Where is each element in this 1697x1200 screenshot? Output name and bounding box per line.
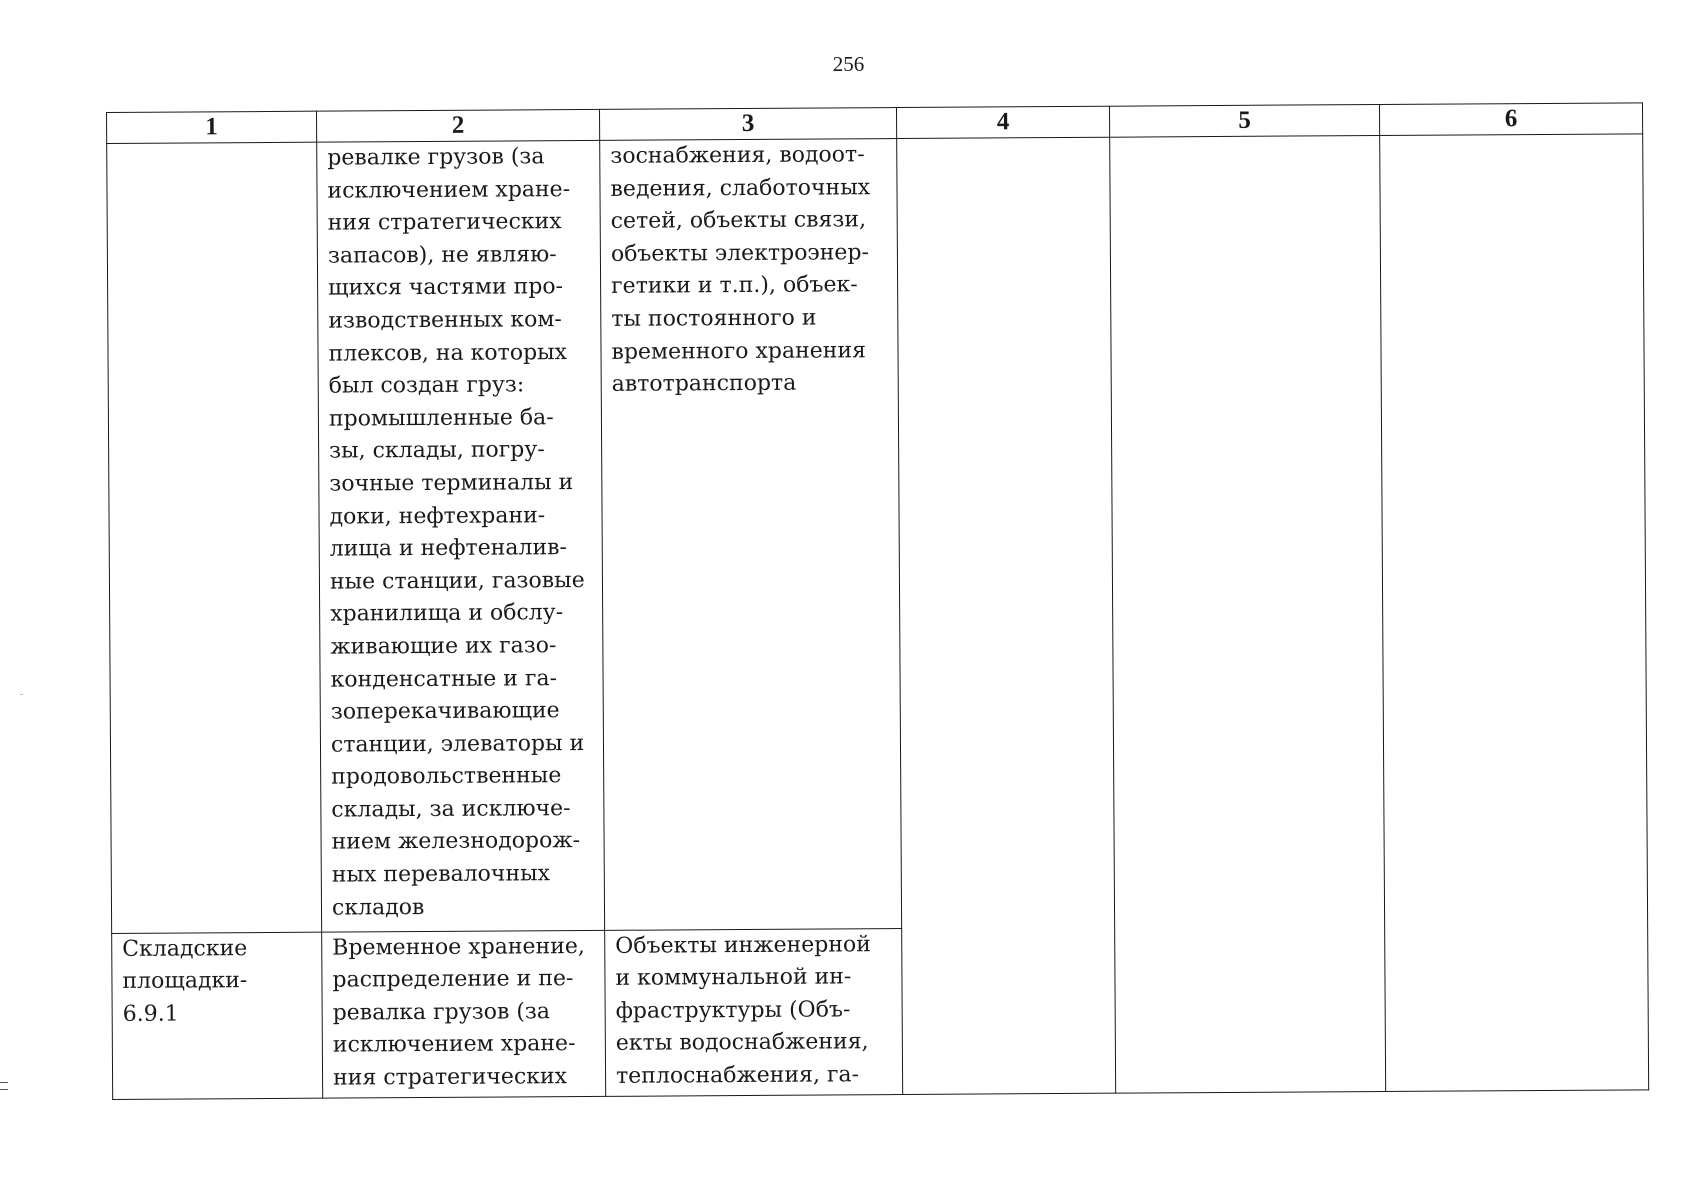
cell-line: промышленные ба- xyxy=(328,404,554,432)
cell-line: Временное хранение, xyxy=(332,933,585,961)
cell-line: доки, нефтехрани- xyxy=(329,502,546,530)
cell-line: площадки- xyxy=(122,968,248,995)
cell-line: ных перевалочных xyxy=(331,861,551,888)
cell-line: зочные терминалы и xyxy=(329,470,574,497)
cell-line: ревалка грузов (за xyxy=(332,999,551,1026)
cell-line: продовольственные xyxy=(331,763,562,790)
cell-line: лища и нефтеналив- xyxy=(329,535,568,562)
cell-line: ревалке грузов (за xyxy=(327,144,545,171)
scan-margin-dot xyxy=(20,694,23,695)
page-number: 256 xyxy=(832,52,865,76)
row-1-col-5 xyxy=(1110,135,1386,1093)
cell-line: плексов, на которых xyxy=(328,339,568,367)
row-1-col-1 xyxy=(107,142,322,933)
cell-line: зоперекачивающие xyxy=(330,698,560,725)
cell-line: фраструктуры (Объ- xyxy=(615,997,851,1024)
cell-line: объекты электроэнер- xyxy=(610,239,870,267)
cell-line: щихся частями про- xyxy=(328,274,564,301)
row-2-col-2 xyxy=(322,930,606,1098)
cell-line: изводственных ком- xyxy=(328,307,562,334)
zoning-table xyxy=(106,102,1649,1100)
cell-line: ные станции, газовые xyxy=(329,567,585,595)
cell-line: екты водоснабжения, xyxy=(615,1029,869,1057)
cell-line: 6.9.1 xyxy=(122,1001,179,1027)
cell-line: и коммунальной ин- xyxy=(615,964,852,992)
cell-line: станции, элеваторы и xyxy=(330,730,585,758)
cell-line: исключением хране- xyxy=(327,176,571,204)
table-row xyxy=(107,134,1648,933)
row-1-col-2 xyxy=(317,140,605,931)
cell-line: гетики и т.п.), объек- xyxy=(611,272,858,300)
row-1-col-6 xyxy=(1380,134,1649,1092)
cell-line: живающие их газо- xyxy=(330,633,557,660)
scan-margin-mark xyxy=(0,1082,8,1083)
cell-line: конденсатные и га- xyxy=(330,665,558,693)
cell-line: ты постоянного и xyxy=(611,305,817,332)
cell-line: автотранспорта xyxy=(611,370,797,397)
cell-line: исключением хране- xyxy=(332,1031,576,1059)
cell-line: Объекты инженерной xyxy=(615,931,871,959)
column-header-1: 1 xyxy=(107,111,317,143)
column-header-2: 2 xyxy=(316,109,599,142)
cell-line: был создан груз: xyxy=(328,372,525,399)
cell-line: ния стратегических xyxy=(327,209,562,236)
row-1-col-3 xyxy=(600,139,902,930)
row-1-col-4 xyxy=(897,137,1116,1094)
cell-line: сетей, объекты связи, xyxy=(610,207,867,235)
column-header-6: 6 xyxy=(1379,103,1642,136)
row-2-col-1 xyxy=(112,932,323,1100)
cell-line: зоснабжения, водоот- xyxy=(610,142,865,169)
column-header-4: 4 xyxy=(896,106,1109,138)
cell-line: теплоснабжения, га- xyxy=(615,1062,860,1089)
column-header-3: 3 xyxy=(599,108,896,141)
cell-line: распределение и пе- xyxy=(332,966,574,993)
column-header-5: 5 xyxy=(1109,104,1379,137)
cell-line: ведения, слаботочных xyxy=(610,174,871,202)
cell-line: складов xyxy=(331,894,425,921)
cell-line: временного хранения xyxy=(611,337,867,365)
row-2-col-3 xyxy=(605,928,903,1096)
cell-line: хранилища и обслу- xyxy=(330,600,564,627)
cell-line: нием железнодорож- xyxy=(331,828,581,856)
cell-line: запасов), не являю- xyxy=(327,241,557,269)
cell-line: склады, за исключе- xyxy=(331,795,571,823)
cell-line: Складские xyxy=(122,935,248,962)
cell-line: зы, склады, погру- xyxy=(329,437,545,464)
scan-margin-mark xyxy=(0,1089,8,1090)
cell-line: ния стратегических xyxy=(332,1064,568,1091)
